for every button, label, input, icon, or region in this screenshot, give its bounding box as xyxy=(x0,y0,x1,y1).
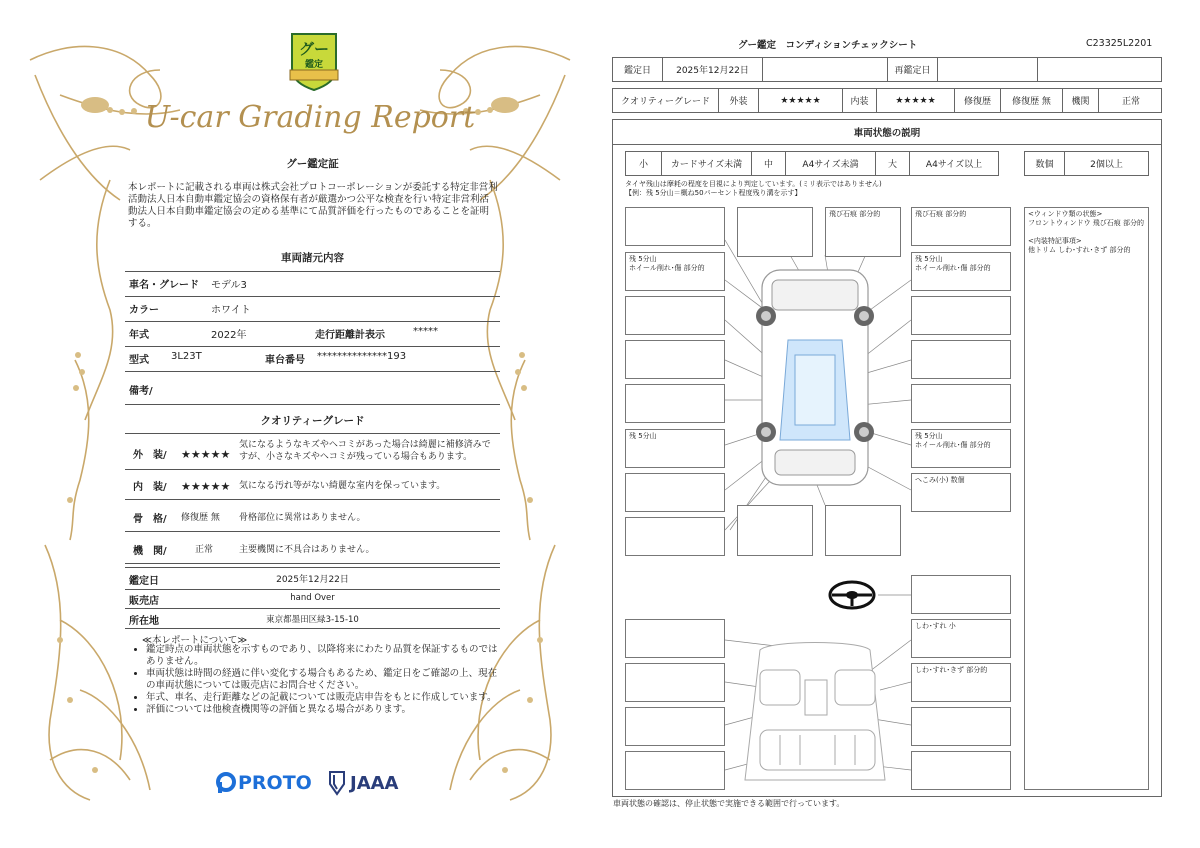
quality-exterior-label: 外 装/ xyxy=(133,450,167,461)
appraisal-shop-row xyxy=(125,589,500,609)
tire-box-rear-right: 残 5分山 ホイール削れ･傷 部分的 xyxy=(911,429,1011,468)
proto-logo xyxy=(216,772,312,794)
appraisal-address-row xyxy=(125,609,500,629)
tire-box-front-left: 残 5分山 ホイール削れ･傷 部分的 xyxy=(625,252,725,291)
exterior-label: 外装 xyxy=(719,89,759,112)
appraisal-address-value: 東京都墨田区緑3-15-10 xyxy=(266,615,359,625)
goo-appraisal-badge xyxy=(286,30,342,92)
engine-value: 正常 xyxy=(1121,97,1140,107)
quality-interior-desc: 気になる汚れ等がない綺麗な室内を保っています。 xyxy=(239,481,446,491)
spec-row-remarks xyxy=(125,378,500,405)
specs-title: 車両諸元内容 xyxy=(281,252,344,264)
quality-frame-label: 骨 格/ xyxy=(133,514,167,525)
repair-value: 修復歴 無 xyxy=(1001,89,1063,112)
legend-small: 小 xyxy=(626,152,662,175)
jaaa-mark-icon xyxy=(328,770,346,796)
interior-box xyxy=(625,663,725,702)
report-title: U-car Grading Report xyxy=(144,100,476,135)
damage-box xyxy=(737,207,813,257)
interior-box xyxy=(625,707,725,746)
damage-box-rear-dent: へこみ(小) 数個 xyxy=(911,473,1011,512)
note-item: • 鑑定時点の車両状態を示すものであり、以降将来にわたり品質を保証するものではありません。 xyxy=(146,644,506,668)
divider xyxy=(125,270,500,272)
legend-small-desc: カードサイズ未満 xyxy=(662,152,752,175)
appraisal-date-value: 2025年12月22日 xyxy=(663,58,763,81)
window-interior-notes: <ウィンドウ類の状態> フロントウィンドウ 飛び石痕 部分的 <内装特記事項> 他トリム しわ･すれ･きず 部分的 xyxy=(1024,207,1149,790)
legend-large-desc: A4サイズ以上 xyxy=(925,160,983,170)
damage-box xyxy=(911,296,1011,335)
spec-year-label: 年式 xyxy=(129,330,149,341)
damage-box xyxy=(625,384,725,423)
spec-mileage-label: 走行距離計表示 xyxy=(315,330,385,341)
quality-row-interior xyxy=(125,473,500,500)
grade-label: クオリティーグレード xyxy=(613,89,719,112)
engine-label: 機関 xyxy=(1063,89,1099,112)
steering-box xyxy=(911,575,1011,614)
damage-box xyxy=(625,296,725,335)
interior-box xyxy=(911,751,1011,790)
damage-box xyxy=(625,517,725,556)
damage-box xyxy=(737,505,813,556)
interior-box-wear-partial: しわ･すれ･きず 部分的 xyxy=(911,663,1011,702)
car-interior-icon xyxy=(745,643,885,781)
interior-box xyxy=(625,619,725,658)
badge-text: グー xyxy=(298,40,329,58)
quality-title: クオリティーグレード xyxy=(260,415,365,427)
spec-color-label: カラー xyxy=(129,305,159,316)
quality-interior-label: 内 装/ xyxy=(133,482,167,493)
repair-label: 修復歴 xyxy=(955,89,1001,112)
spec-chassis-value: **************193 xyxy=(317,351,407,362)
legend-count-desc: 2個以上 xyxy=(1090,160,1123,170)
damage-box xyxy=(825,505,901,556)
notes-title: ≪本レポートについて≫ xyxy=(142,635,248,646)
proto-mark-icon xyxy=(216,772,236,794)
legend-count: 数個 xyxy=(1025,152,1065,175)
quality-exterior-desc: 気になるようなキズやヘコミがあった場合は綺麗に補修済みですが、小さなキズやヘコミが残っている場合もあります。 xyxy=(239,440,491,462)
spec-row-year xyxy=(125,326,500,347)
tire-note: タイヤ残山は摩耗の程度を目視により判定しています。(ミリ表示ではありません) xyxy=(625,180,882,188)
quality-row-exterior xyxy=(125,437,500,470)
document-id: C23325L2201 xyxy=(1086,38,1153,49)
sheet-title: グー鑑定 コンディションチェックシート xyxy=(738,40,918,51)
spec-row-color xyxy=(125,301,500,322)
spec-name-label: 車名・グレード xyxy=(129,280,199,291)
jaaa-logo xyxy=(328,770,399,796)
divider xyxy=(125,432,500,434)
note-item: • 評価については他検査機関等の評価と異なる場合があります。 xyxy=(146,704,506,716)
legend-large: 大 xyxy=(876,152,910,175)
appraisal-shop-value: hand Over xyxy=(290,593,335,603)
proto-logo-text: PROTO xyxy=(238,772,312,794)
reappraisal-date-label: 再鑑定日 xyxy=(888,58,938,81)
appraisal-address-label: 所在地 xyxy=(129,616,159,627)
notes-list xyxy=(130,644,506,716)
damage-box xyxy=(911,340,1011,379)
interior-label: 内装 xyxy=(843,89,877,112)
tire-example: 【例：残 5分山＝概ね50パーセント程度残り溝を示す】 xyxy=(625,189,802,197)
appraisal-shop-label: 販売店 xyxy=(129,596,159,607)
interior-value: ★★★★★ xyxy=(877,89,955,112)
damage-box xyxy=(625,340,725,379)
quality-row-frame xyxy=(125,505,500,532)
damage-box-front-window: 飛び石痕 部分的 xyxy=(825,207,901,257)
spec-mileage-value: ***** xyxy=(413,326,438,337)
report-intro: 本レポートに記載される車両は株式会社プロトコーポレーションが委託する特定非営利活動法人日本自動車鑑定協会の資格保有者が厳選かつ公平な検査を行い特定非営利活動法人日本自動車鑑定協会の定める基準にて品質評価を行ったものであることを証明する。 xyxy=(128,182,498,229)
quality-engine-value: 正常 xyxy=(195,545,214,555)
spec-chassis-label: 車台番号 xyxy=(265,355,305,366)
interior-box-wear-small: しわ･すれ 小 xyxy=(911,619,1011,658)
interior-box xyxy=(625,751,725,790)
damage-box xyxy=(625,473,725,512)
damage-box-windshield: 飛び石痕 部分的 xyxy=(911,207,1011,246)
quality-exterior-value: ★★★★★ xyxy=(181,448,231,461)
note-item: • 車両状態は時間の経過に伴い変化する場合もあるため、鑑定日をご確認の上、現在の車両状態については販売店にお問合せください。 xyxy=(146,668,506,692)
damage-box xyxy=(625,207,725,246)
condition-check-sheet xyxy=(600,0,1200,848)
appraisal-date-label: 鑑定日 xyxy=(129,576,159,587)
quality-frame-value: 修復歴 無 xyxy=(181,513,220,523)
quality-engine-desc: 主要機関に不具合はありません。 xyxy=(239,545,375,555)
quality-frame-desc: 骨格部位に異常はありません。 xyxy=(239,513,366,523)
legend-mid: 中 xyxy=(752,152,786,175)
exterior-value: ★★★★★ xyxy=(759,89,843,112)
appraisal-date-label: 鑑定日 xyxy=(613,58,663,81)
damage-box xyxy=(911,384,1011,423)
legend-mid-desc: A4サイズ未満 xyxy=(786,152,876,175)
spec-row-name xyxy=(125,276,500,297)
badge-subtext: 鑑定 xyxy=(304,60,323,70)
spec-name-value: モデル3 xyxy=(211,280,247,291)
car-top-view-icon xyxy=(756,270,874,485)
spec-row-model xyxy=(125,351,500,372)
interior-box xyxy=(911,707,1011,746)
note-item: • 年式、車名、走行距離などの記載については販売店申告をもとに作成しています。 xyxy=(146,692,506,704)
vine-ornament-left xyxy=(67,180,113,540)
appraisal-date-row xyxy=(125,567,500,590)
quality-row-engine xyxy=(125,537,500,564)
steering-wheel-icon xyxy=(830,582,874,608)
spec-model-label: 型式 xyxy=(129,355,149,366)
spec-year-value: 2022年 xyxy=(211,330,247,341)
spec-model-value: 3L23T xyxy=(171,351,202,362)
jaaa-logo-text: JAAA xyxy=(350,772,399,794)
quality-engine-label: 機 関/ xyxy=(133,546,167,557)
report-subtitle: グー鑑定証 xyxy=(286,158,339,170)
spec-remarks-label: 備考/ xyxy=(129,386,153,397)
tire-box-rear-left: 残 5分山 xyxy=(625,429,725,468)
spec-color-value: ホワイト xyxy=(211,305,251,316)
section-title: 車両状態の説明 xyxy=(613,120,1161,145)
appraisal-date-value: 2025年12月22日 xyxy=(276,575,349,585)
sheet-footer-note: 車両状態の確認は、停止状態で実施できる範囲で行っています。 xyxy=(613,799,845,808)
quality-interior-value: ★★★★★ xyxy=(181,480,231,493)
tire-box-front-right: 残 5分山 ホイール削れ･傷 部分的 xyxy=(911,252,1011,291)
